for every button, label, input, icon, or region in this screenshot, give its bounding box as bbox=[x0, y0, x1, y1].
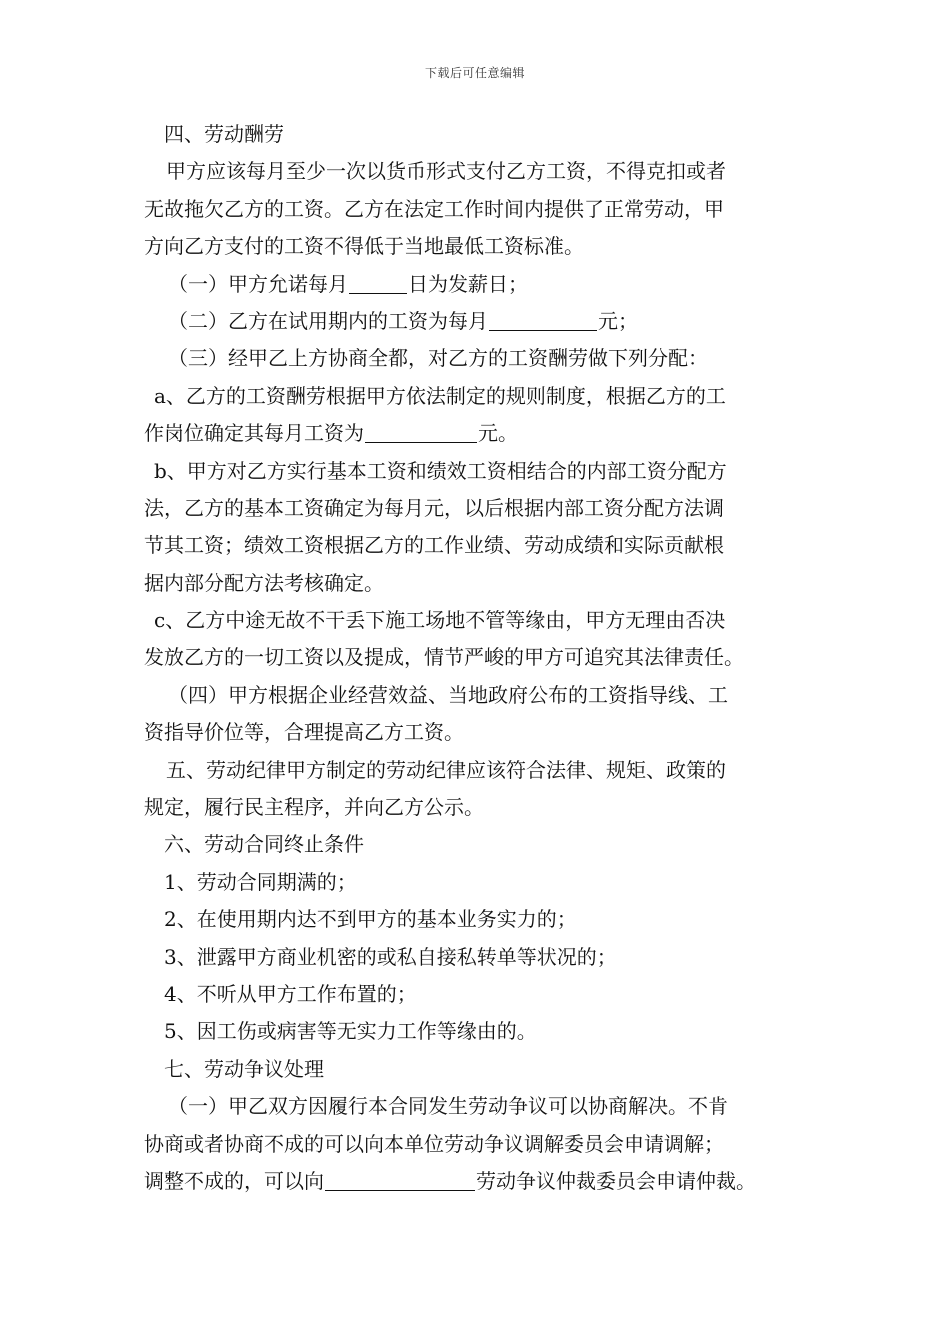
document-body bbox=[144, 116, 812, 1200]
paragraph-line: 据内部分配方法考核确定。 bbox=[144, 570, 384, 595]
clause-dispute: （一）甲乙双方因履行本合同发生劳动争议可以协商解决。不肯 bbox=[168, 1094, 728, 1119]
paragraph-line: 协商或者协商不成的可以向本单位劳动争议调解委员会申请调解； bbox=[144, 1131, 724, 1156]
clause-text: 劳动争议仲裁委员会申请仲裁。 bbox=[476, 1168, 756, 1193]
clause-item-a: a、乙方的工资酬劳根据甲方依法制定的规则制度，根据乙方的工 bbox=[154, 383, 726, 408]
monthly-wage-blank bbox=[365, 422, 477, 443]
termination-item-2: 2、在使用期内达不到甲方的基本业务实力的； bbox=[164, 907, 577, 932]
arbitration-committee-blank bbox=[325, 1170, 475, 1191]
clause-text: （一）甲方允诺每月 bbox=[168, 271, 348, 296]
clause-text: 日为发薪日； bbox=[408, 271, 528, 296]
clause-text: 作岗位确定其每月工资为 bbox=[144, 421, 364, 446]
clause-item-b: b、甲方对乙方实行基本工资和绩效工资相结合的内部工资分配方 bbox=[154, 458, 727, 483]
clause-item-c: c、乙方中途无故不干丢下施工场地不管等缘由，甲方无理由否决 bbox=[154, 608, 726, 633]
paragraph-line: 节其工资；绩效工资根据乙方的工作业绩、劳动成绩和实际贡献根 bbox=[144, 533, 724, 558]
section-heading-5: 五、劳动纪律甲方制定的劳动纪律应该符合法律、规矩、政策的 bbox=[166, 757, 726, 782]
termination-item-4: 4、不听从甲方工作布置的； bbox=[164, 981, 417, 1006]
clause-item-a-cont bbox=[144, 415, 812, 452]
clause-wage-increase: （四）甲方根据企业经营效益、当地政府公布的工资指导线、工 bbox=[168, 682, 728, 707]
probation-wage-blank bbox=[489, 310, 597, 331]
paragraph-line: 资指导价位等，合理提高乙方工资。 bbox=[144, 720, 464, 745]
clause-text: 元； bbox=[598, 308, 638, 333]
clause-wage-allocation: （三）经甲乙上方协商全都，对乙方的工资酬劳做下列分配： bbox=[168, 346, 708, 371]
termination-item-5: 5、因工伤或病害等无实力工作等缘由的。 bbox=[164, 1019, 537, 1044]
paragraph-line: 法，乙方的基本工资确定为每月元，以后根据内部工资分配方法调 bbox=[144, 495, 724, 520]
page-header: 下载后可任意编辑 bbox=[424, 66, 525, 80]
paragraph-line: 发放乙方的一切工资以及提成，情节严峻的甲方可追究其法律责任。 bbox=[144, 645, 744, 670]
paragraph-line: 规定，履行民主程序，并向乙方公示。 bbox=[144, 795, 484, 820]
termination-item-3: 3、泄露甲方商业机密的或私自接私转单等状况的； bbox=[164, 944, 617, 969]
payday-blank bbox=[349, 273, 407, 294]
clause-payday bbox=[144, 266, 812, 303]
clause-text: （二）乙方在试用期内的工资为每月 bbox=[168, 308, 488, 333]
clause-text: 元。 bbox=[478, 421, 518, 446]
paragraph-line: 无故拖欠乙方的工资。乙方在法定工作时间内提供了正常劳动，甲 bbox=[144, 196, 724, 221]
section-heading-7: 七、劳动争议处理 bbox=[164, 1056, 324, 1081]
clause-text: 调整不成的，可以向 bbox=[144, 1168, 324, 1193]
paragraph-line: 方向乙方支付的工资不得低于当地最低工资标准。 bbox=[144, 234, 584, 259]
paragraph-line: 甲方应该每月至少一次以货币形式支付乙方工资，不得克扣或者 bbox=[166, 159, 726, 184]
termination-item-1: 1、劳动合同期满的； bbox=[164, 869, 357, 894]
section-heading-6: 六、劳动合同终止条件 bbox=[164, 832, 364, 857]
clause-probation-wage bbox=[144, 303, 812, 340]
clause-arbitration bbox=[144, 1163, 812, 1200]
section-heading-4: 四、劳动酬劳 bbox=[164, 122, 284, 146]
